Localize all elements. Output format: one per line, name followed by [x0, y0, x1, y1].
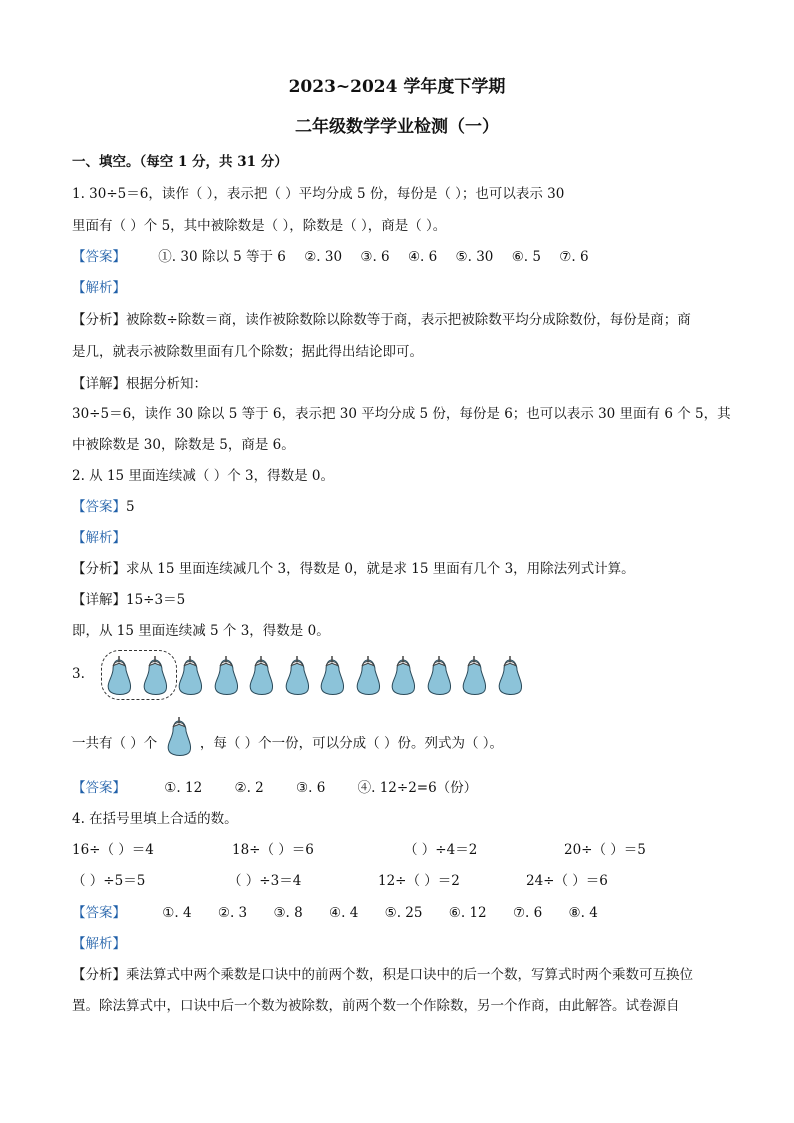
q4-row1 [72, 838, 646, 858]
q4-item-3: （ ）÷4＝2 [404, 842, 478, 858]
answer-tag: 【答案】 [72, 905, 126, 921]
q4-item-7: 12÷（ ）＝2 [378, 873, 460, 889]
q4-answer-5: ⑤. 25 [384, 905, 423, 921]
eggplant-icon [246, 654, 276, 698]
q1-answer-6: ⑥. 5 [511, 249, 541, 265]
answer-tag: 【答案】 [72, 499, 126, 515]
q4-answer-row [72, 901, 612, 921]
q1-answer-row [72, 245, 603, 265]
q4-answer-6: ⑥. 12 [448, 905, 487, 921]
q4-item-6: （ ）÷3＝4 [228, 873, 302, 889]
eggplant-icon [211, 654, 241, 698]
q4-jiexi-tag: 【解析】 [72, 936, 126, 952]
q1-fenxi-2: 是几，就表示被除数里面有几个除数；据此得出结论即可。 [72, 344, 423, 360]
q1-fenxi-1: 【分析】被除数÷除数＝商，读作被除数除以除数等于商，表示把被除数平均分成除数份，每份是商；商 [72, 312, 691, 328]
q2-answer: 5 [126, 499, 135, 515]
q3-answer-4: ④. 12÷2=6（份） [357, 780, 478, 796]
q4-answer-4: ④. 4 [329, 905, 359, 921]
eggplant-icon [164, 715, 194, 759]
eggplant-icon [317, 654, 347, 698]
eggplant-icon [104, 654, 134, 698]
q1-answer-5: ⑤. 30 [455, 249, 494, 265]
q4-item-1: 16÷（ ）＝4 [72, 842, 154, 858]
answer-tag: 【答案】 [72, 249, 126, 265]
q1-answer-3: ③. 6 [360, 249, 390, 265]
q4-answer-1: ①. 4 [162, 905, 192, 921]
q4-answer-7: ⑦. 6 [512, 905, 543, 921]
q4-fenxi-1: 【分析】乘法算式中两个乘数是口诀中的前两个数，积是口诀中的后一个数，写算式时两个乘数可互换位 [72, 967, 693, 983]
q3-answer-row [72, 776, 491, 796]
q4-fenxi-2: 置。除法算式中，口诀中后一个数为被除数，前两个数一个作除数，另一个作商，由此解答。试卷源自 [72, 998, 680, 1014]
q3-answer-2: ②. 2 [234, 780, 264, 796]
fenxi-tag: 【分析】 [72, 312, 126, 328]
answer-tag: 【答案】 [72, 780, 126, 796]
q1-line1: 1. 30÷5＝6，读作（ ），表示把（ ）平均分成 5 份，每份是（ ）；也可以表示 30 [72, 186, 565, 202]
q2-answer-row [72, 495, 135, 515]
eggplant-icon [388, 654, 418, 698]
q1-detail-2: 中被除数是 30，除数是 5，商是 6。 [72, 437, 295, 453]
q4-answer-3: ③. 8 [273, 905, 303, 921]
eggplant-icon [495, 654, 525, 698]
q1-jiexi-tag: 【解析】 [72, 280, 126, 296]
q1-detail-1: 30÷5＝6，读作 30 除以 5 等于 6，表示把 30 平均分成 5 份，每份是 6；也可以表示 30 里面有 6 个 5，其 [72, 406, 731, 422]
fenxi-tag: 【分析】 [72, 561, 126, 577]
eggplant-icon [459, 654, 489, 698]
q2-fenxi: 【分析】求从 15 里面连续减几个 3，得数是 0，就是求 15 里面有几个 3，用除法列式计算。 [72, 561, 635, 577]
q4-item-4: 20÷（ ）＝5 [564, 842, 646, 858]
q4-item-8: 24÷（ ）＝6 [526, 873, 608, 889]
q4-question: 4. 在括号里填上合适的数。 [72, 811, 238, 827]
q4-answer-2: ②. 3 [217, 905, 248, 921]
fenxi-tag: 【分析】 [72, 967, 126, 983]
eggplant-icon [175, 654, 205, 698]
eggplant-icon [424, 654, 454, 698]
q2-conclusion: 即，从 15 里面连续减 5 个 3，得数是 0。 [72, 623, 330, 639]
eggplant-icon [140, 654, 170, 698]
q3-number: 3. [72, 666, 85, 682]
page-title: 2023~2024 学年度下学期 [288, 77, 506, 97]
q1-answer-7: ⑦. 6 [559, 249, 589, 265]
xiangjie-tag: 【详解】 [72, 376, 126, 392]
q1-answer-2: ②. 30 [304, 249, 343, 265]
q4-item-2: 18÷（ ）＝6 [232, 842, 314, 858]
q1-answer-4: ④. 6 [407, 249, 438, 265]
section-heading: 一、填空。（每空 1 分，共 31 分） [72, 154, 288, 170]
q4-row2 [72, 869, 608, 889]
q3-answer-3: ③. 6 [296, 780, 326, 796]
q3-answer-1: ①. 12 [164, 780, 203, 796]
xiangjie-tag: 【详解】 [72, 592, 126, 608]
q4-item-5: （ ）÷5＝5 [72, 873, 146, 889]
q4-answer-8: ⑧. 4 [568, 905, 598, 921]
eggplant-icon [282, 654, 312, 698]
q3-question: 一共有（ ）个 ，每（ ）个一份，可以分成（ ）份。列式为（ ）。 [72, 729, 503, 759]
q2-xiangjie: 【详解】15÷3＝5 [72, 592, 186, 608]
q2-question: 2. 从 15 里面连续减（ ）个 3，得数是 0。 [72, 468, 334, 484]
q1-line2: 里面有（ ）个 5，其中被除数是（ ），除数是（ ），商是（ ）。 [72, 218, 447, 234]
q1-answer-1: ①. 30 除以 5 等于 6 [158, 249, 286, 265]
q1-xiangjie: 【详解】根据分析知： [72, 376, 207, 392]
q2-jiexi-tag: 【解析】 [72, 530, 126, 546]
page-subtitle: 二年级数学学业检测（一） [295, 117, 499, 137]
eggplant-icon [353, 654, 383, 698]
